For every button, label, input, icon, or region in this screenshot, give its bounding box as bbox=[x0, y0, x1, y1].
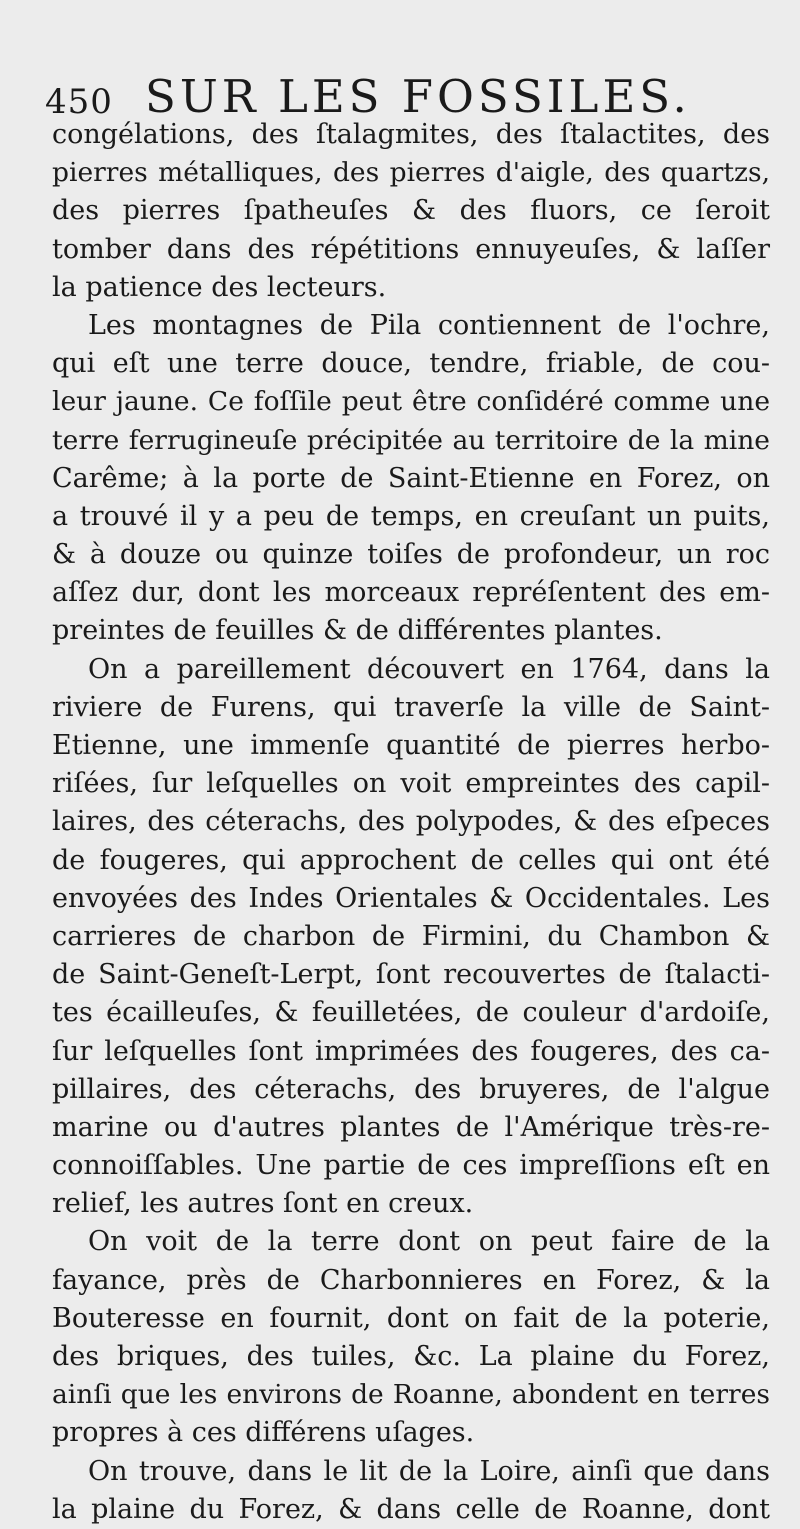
text-line: propres à ces différens uſages. bbox=[52, 1417, 475, 1449]
text-line: Carême; à la porte de Saint-Etienne en Forez, on bbox=[52, 462, 770, 494]
text-line: la plaine du Forez, & dans celle de Roanne, dont bbox=[52, 1493, 770, 1525]
text-line: connoiſſables. Une partie de ces impreſſions eſt en bbox=[52, 1150, 770, 1182]
running-title: SUR LES FOSSILES. bbox=[145, 70, 691, 123]
text-line: & à douze ou quinze toiſes de profondeur, un roc bbox=[52, 539, 770, 571]
text-line: tes écailleuſes, & feuilletées, de couleur d'ardoiſe, bbox=[52, 997, 770, 1029]
text-line: On voit de la terre dont on peut faire de la bbox=[88, 1226, 770, 1258]
text-line: ſur leſquelles ſont imprimées des fougeres, des ca- bbox=[52, 1035, 770, 1067]
text-line: tomber dans des répétitions ennuyeuſes, & laſſer bbox=[52, 233, 770, 265]
paragraph bbox=[52, 116, 770, 307]
text-line: marine ou d'autres plantes de l'Amérique très-re- bbox=[52, 1111, 770, 1143]
text-line: terre ferrugineuſe précipitée au territoire de la mine bbox=[52, 424, 770, 456]
text-line: congélations, des ſtalagmites, des ſtalactites, des bbox=[52, 119, 770, 150]
page-header bbox=[45, 70, 765, 122]
text-line: envoyées des Indes Orientales & Occidentales. Les bbox=[52, 882, 770, 914]
text-line: de fougeres, qui approchent de celles qui ont été bbox=[52, 844, 770, 876]
text-line: laires, des céterachs, des polypodes, & des eſpeces bbox=[52, 806, 770, 838]
paragraph bbox=[52, 307, 770, 651]
text-line: On a pareillement découvert en 1764, dans la bbox=[88, 653, 770, 685]
text-line: carrieres de charbon de Firmini, du Chambon & bbox=[52, 920, 770, 952]
text-line: Etienne, une immenſe quantité de pierres herbo- bbox=[52, 730, 770, 761]
text-line: Les montagnes de Pila contiennent de l'ochre, bbox=[88, 309, 770, 341]
paragraph bbox=[52, 651, 770, 1224]
text-line: riviere de Furens, qui traverſe la ville de Saint- bbox=[52, 691, 770, 723]
body-text bbox=[52, 116, 770, 1529]
text-line: riſées, ſur leſquelles on voit empreintes des capil- bbox=[52, 768, 770, 800]
page-number: 450 bbox=[45, 82, 113, 122]
text-line: la patience des lecteurs. bbox=[52, 271, 387, 303]
text-line: qui eſt une terre douce, tendre, friable, de cou- bbox=[52, 348, 770, 380]
text-line: ainſi que les environs de Roanne, abondent en terres bbox=[52, 1379, 770, 1411]
text-line: des pierres ſpatheuſes & des fluors, ce ſeroit bbox=[52, 195, 770, 227]
text-line: On trouve, dans le lit de la Loire, ainſi que dans bbox=[88, 1455, 770, 1487]
text-line: de Saint-Geneſt-Lerpt, ſont recouvertes de ſtalacti- bbox=[52, 959, 770, 991]
text-line: aſſez dur, dont les morceaux repréſentent des em- bbox=[52, 577, 770, 609]
text-line: preintes de feuilles & de différentes plantes. bbox=[52, 615, 663, 647]
text-line: a trouvé il y a peu de temps, en creuſant un puits, bbox=[52, 500, 770, 532]
text-line: pierres métalliques, des pierres d'aigle, des quartzs, bbox=[52, 157, 770, 189]
text-line: relief, les autres ſont en creux. bbox=[52, 1188, 474, 1220]
paragraph bbox=[52, 1453, 770, 1529]
text-line: fayance, près de Charbonnieres en Forez, & la bbox=[52, 1264, 770, 1296]
text-line: Bouteresse en fournit, dont on fait de la poterie, bbox=[52, 1302, 770, 1334]
text-line: des briques, des tuiles, &c. La plaine du Forez, bbox=[52, 1341, 770, 1372]
text-line: pillaires, des céterachs, des bruyeres, de l'algue bbox=[52, 1073, 770, 1105]
text-line: leur jaune. Ce foſſile peut être conſidéré comme une bbox=[52, 386, 770, 418]
paragraph bbox=[52, 1223, 770, 1452]
